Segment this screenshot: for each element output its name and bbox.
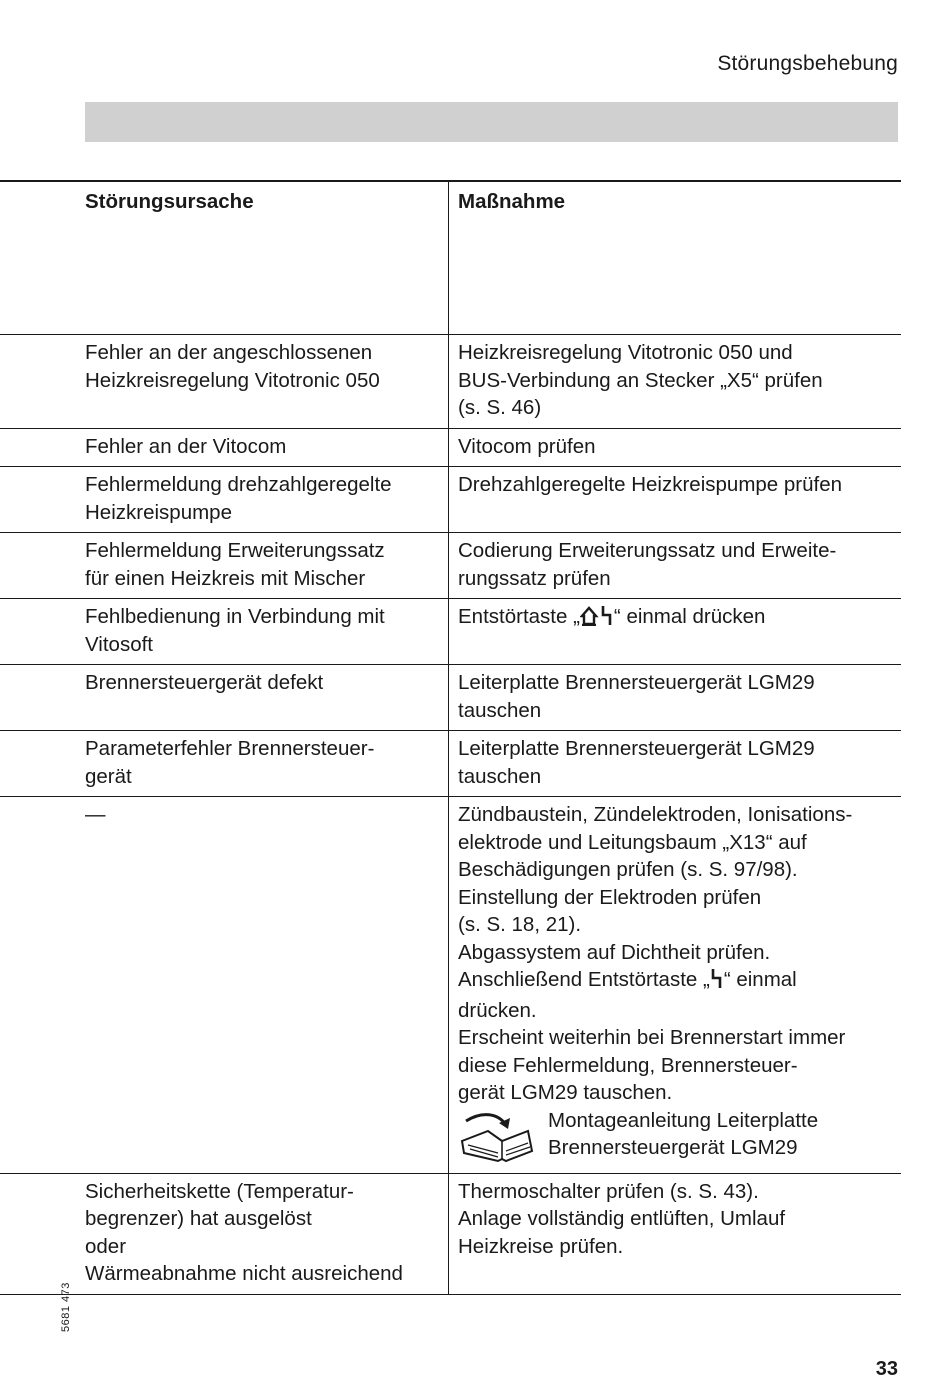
action-cell: Leiterplatte Brennersteuergerät LGM29 tauschen xyxy=(458,737,815,788)
table-row xyxy=(0,797,901,1174)
column-header-action: Maßnahme xyxy=(458,190,566,213)
action-cell: Vitocom prüfen xyxy=(458,434,596,458)
action-cell: Heizkreisregelung Vitotronic 050 und BUS-Verbindung an Stecker „X5“ prüfen (s. S. 46) xyxy=(458,341,823,419)
table-row xyxy=(0,533,901,599)
table-row xyxy=(0,429,901,468)
manual-book-icon xyxy=(458,1107,540,1167)
cause-cell: Fehler an der Vitocom xyxy=(0,429,449,467)
reset-icon xyxy=(710,967,724,997)
cause-cell: Brennersteuergerät defekt xyxy=(0,665,449,730)
action-cell: Zündbaustein, Zündelektroden, Ionisations- elektrode und Leitungsbaum „X13“ auf Beschädigungen prüfen (s. S. 97/98). Einstellung der Elektroden prüfen (s. S. 18, 21). Abgassystem auf Dichtheit prüfen. Anschließend Entstörtaste „ “ einmal drücken. Erscheint weiterhin bei Brennerstart immer diese Fehlermeldung, Brennersteuer- gerät LGM29 tauschen. Montageanleitung Leiterplatte Brennersteuergerät LGM29 xyxy=(449,797,901,1173)
column-header-cause: Störungsursache xyxy=(0,182,449,334)
table-row xyxy=(0,467,901,533)
troubleshooting-table xyxy=(0,180,901,1295)
table-row xyxy=(0,335,901,429)
document-code: 5681 473 xyxy=(60,1282,72,1332)
table-row xyxy=(0,665,901,731)
cause-cell: Fehlermeldung drehzahlgeregelte Heizkreispumpe xyxy=(0,467,449,532)
header-bar xyxy=(85,102,898,142)
reset-button-icon xyxy=(580,604,614,634)
manual-reference xyxy=(458,1107,895,1167)
table-row xyxy=(0,731,901,797)
action-cell: Codierung Erweiterungssatz und Erweite- rungssatz prüfen xyxy=(458,539,837,590)
page-number: 33 xyxy=(875,1358,898,1380)
cause-cell: Sicherheitskette (Temperatur- begrenzer) hat ausgelöst oder Wärmeabnahme nicht ausreichend xyxy=(0,1174,449,1294)
cause-cell: Parameterfehler Brennersteuer- gerät xyxy=(0,731,449,796)
action-cell: Thermoschalter prüfen (s. S. 43). Anlage vollständig entlüften, Umlauf Heizkreise prüfen. xyxy=(458,1179,786,1258)
action-cell: Leiterplatte Brennersteuergerät LGM29 tauschen xyxy=(458,671,815,722)
section-title: Störungsbehebung xyxy=(717,52,898,75)
action-cell: Entstörtaste „ “ einmal drücken xyxy=(449,599,901,664)
action-cell: Drehzahlgeregelte Heizkreispumpe prüfen xyxy=(458,473,843,496)
cause-cell: — xyxy=(0,797,449,1173)
cause-cell: Fehlermeldung Erweiterungssatz für einen Heizkreis mit Mischer xyxy=(0,533,449,598)
table-header-row xyxy=(0,182,901,335)
table-row xyxy=(0,599,901,665)
cause-cell: Fehlbedienung in Verbindung mit Vitosoft xyxy=(0,599,449,664)
manual-reference-text: Montageanleitung Leiterplatte Brennersteuergerät LGM29 xyxy=(548,1108,819,1159)
table-row xyxy=(0,1174,901,1295)
cause-cell: Fehler an der angeschlossenen Heizkreisregelung Vitotronic 050 xyxy=(0,335,449,428)
